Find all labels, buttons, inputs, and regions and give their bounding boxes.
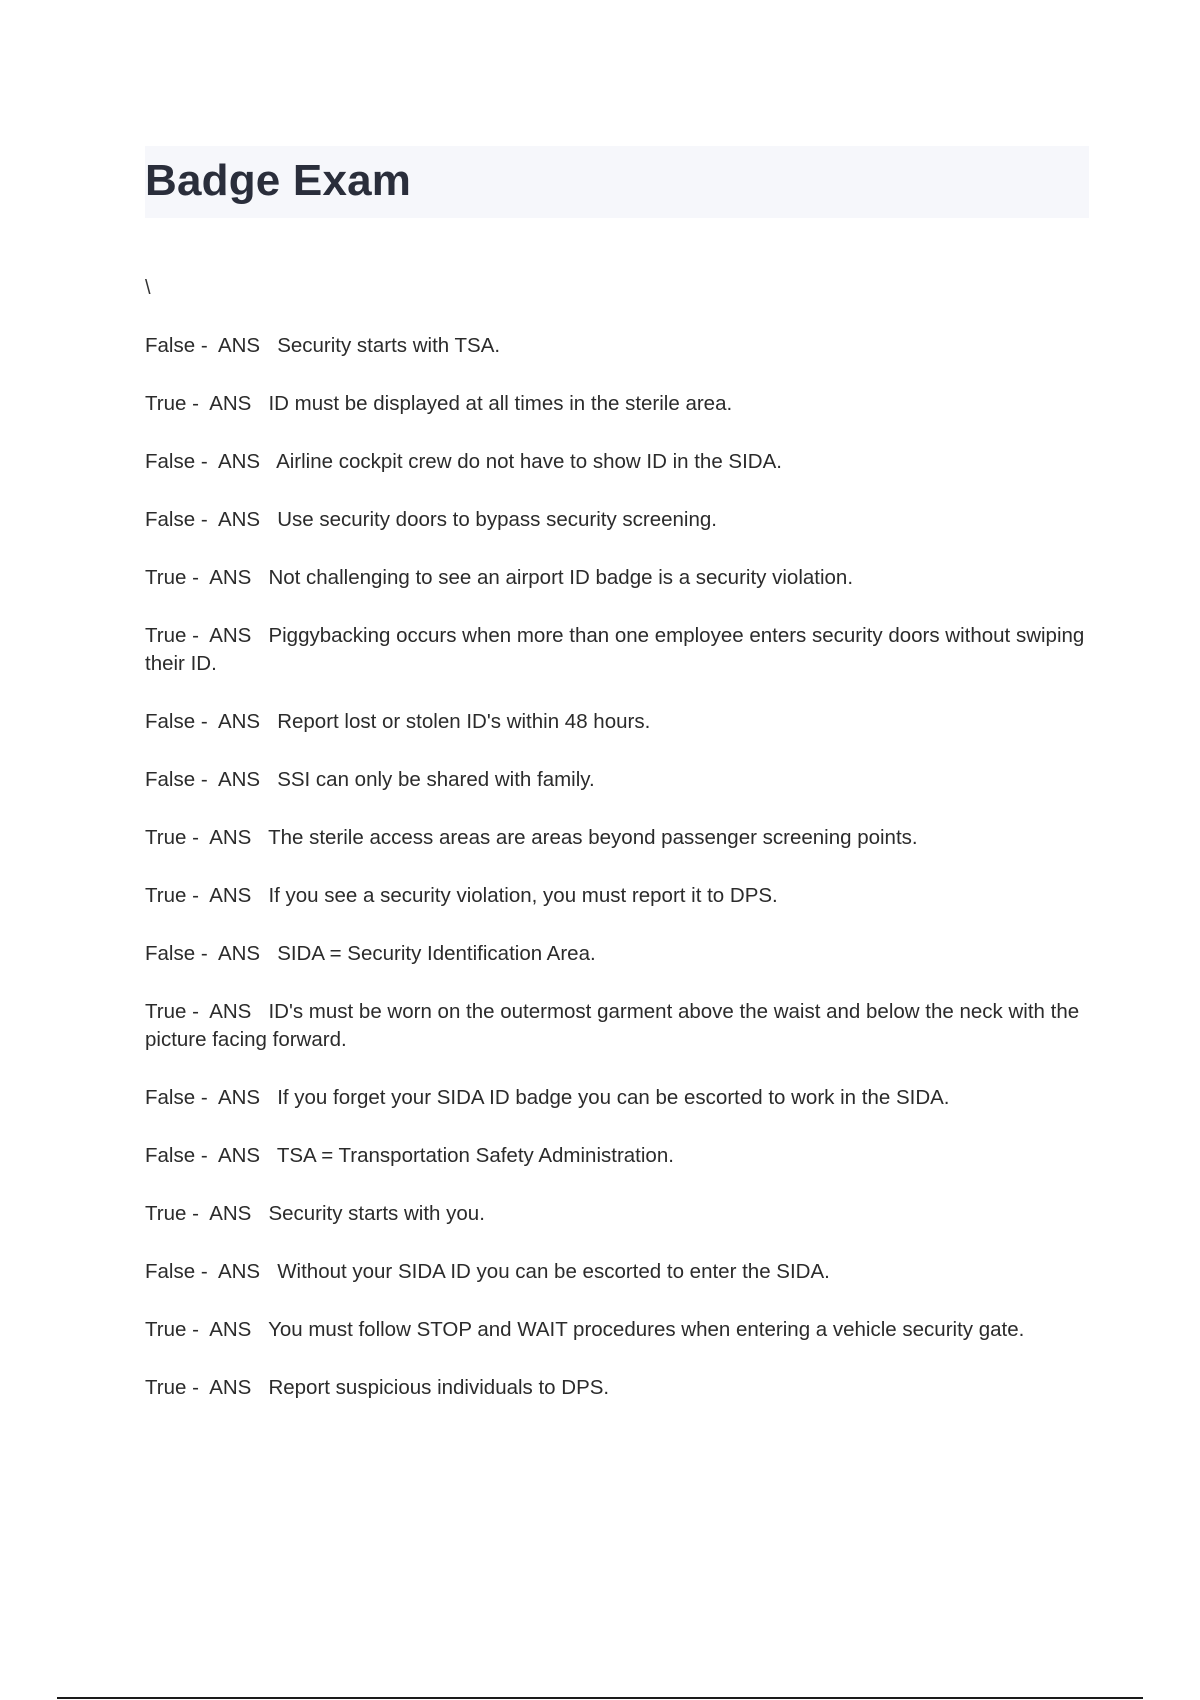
answer-verdict: False: [145, 334, 196, 357]
answer-marker: ANS: [209, 1376, 252, 1399]
answer-statement: SSI can only be shared with family.: [277, 768, 595, 791]
answer-statement: Report lost or stolen ID's within 48 hours.: [277, 710, 651, 733]
answer-separator: -: [195, 508, 218, 531]
answer-verdict: True: [145, 826, 187, 849]
answer-verdict: False: [145, 942, 196, 965]
answer-statement: Security starts with TSA.: [277, 334, 501, 357]
answer-verdict: True: [145, 624, 187, 647]
answer-separator: -: [186, 624, 210, 647]
answer-separator: -: [186, 826, 210, 849]
answer-marker: ANS: [209, 1202, 252, 1225]
answer-statement: Security starts with you.: [268, 1202, 485, 1225]
answer-marker: ANS: [217, 508, 261, 531]
answer-statement: ID must be displayed at all times in the sterile area.: [268, 392, 733, 415]
answer-verdict: False: [145, 710, 196, 733]
answer-statement: If you see a security violation, you must report it to DPS.: [268, 884, 778, 907]
answer-marker: ANS: [209, 884, 252, 907]
answer-item: [145, 1084, 1090, 1112]
answer-verdict: False: [145, 508, 196, 531]
answer-item: [145, 1258, 1090, 1286]
answer-verdict: False: [145, 1144, 196, 1167]
answer-statement: If you forget your SIDA ID badge you can be escorted to work in the SIDA.: [277, 1086, 950, 1109]
answer-marker: ANS: [209, 1318, 252, 1341]
answer-marker: ANS: [217, 1086, 261, 1109]
answer-verdict: True: [145, 884, 187, 907]
answer-separator: -: [195, 450, 218, 473]
answer-verdict: False: [145, 1260, 196, 1283]
answer-separator: -: [195, 1260, 218, 1283]
answer-marker: ANS: [217, 942, 261, 965]
answer-item: [145, 564, 1090, 592]
page-title: Badge Exam: [145, 156, 412, 205]
answer-marker: ANS: [217, 768, 261, 791]
answer-marker: ANS: [209, 1000, 252, 1023]
answer-item: [145, 940, 1090, 968]
answer-marker: ANS: [217, 710, 261, 733]
answer-marker: ANS: [209, 566, 252, 589]
answer-item: [145, 766, 1090, 794]
answer-verdict: True: [145, 1318, 187, 1341]
answer-item: [145, 824, 1090, 852]
answer-marker: ANS: [217, 450, 261, 473]
answer-separator: -: [195, 942, 218, 965]
answer-verdict: False: [145, 1086, 196, 1109]
answer-separator: -: [195, 768, 218, 791]
answer-verdict: True: [145, 566, 187, 589]
answer-verdict: True: [145, 392, 187, 415]
title-banner: [145, 146, 1089, 218]
answer-statement: The sterile access areas are areas beyond passenger screening points.: [268, 826, 918, 849]
answer-statement: TSA = Transportation Safety Administration.: [276, 1144, 674, 1167]
answer-item: [145, 390, 1090, 418]
answer-separator: -: [195, 334, 218, 357]
answer-marker: ANS: [217, 334, 261, 357]
answer-item: [145, 622, 1090, 678]
answer-item: [145, 332, 1090, 360]
answer-statement: Use security doors to bypass security screening.: [277, 508, 717, 531]
answer-statement: Airline cockpit crew do not have to show ID in the SIDA.: [276, 450, 782, 473]
answer-statement: SIDA = Security Identification Area.: [277, 942, 596, 965]
answer-separator: -: [186, 884, 210, 907]
answer-list: [145, 332, 1090, 1432]
answer-marker: ANS: [209, 826, 252, 849]
answer-statement: Report suspicious individuals to DPS.: [268, 1376, 610, 1399]
answer-item: [145, 882, 1090, 910]
answer-separator: -: [186, 1202, 210, 1225]
answer-verdict: True: [145, 1376, 187, 1399]
answer-marker: ANS: [209, 624, 252, 647]
answer-item: [145, 448, 1090, 476]
answer-statement: You must follow STOP and WAIT procedures when entering a vehicle security gate.: [268, 1318, 1025, 1341]
answer-item: [145, 1142, 1090, 1170]
answer-separator: -: [186, 1318, 210, 1341]
answer-statement: ID's must be worn on the outermost garment above the waist and below the neck with the picture facing forward.: [145, 1000, 1085, 1051]
answer-marker: ANS: [217, 1144, 261, 1167]
answer-separator: -: [186, 1000, 210, 1023]
answer-separator: -: [186, 566, 210, 589]
answer-item: [145, 1316, 1090, 1344]
page-bottom-rule: [57, 1697, 1143, 1699]
answer-separator: -: [195, 1086, 218, 1109]
answer-statement: Not challenging to see an airport ID badge is a security violation.: [268, 566, 854, 589]
answer-separator: -: [186, 1376, 210, 1399]
answer-verdict: False: [145, 450, 196, 473]
answer-verdict: False: [145, 768, 196, 791]
answer-marker: ANS: [209, 392, 252, 415]
answer-item: [145, 1374, 1090, 1402]
answer-verdict: True: [145, 1000, 187, 1023]
answer-item: [145, 708, 1090, 736]
answer-statement: Piggybacking occurs when more than one employee enters security doors without swiping their ID.: [145, 624, 1091, 675]
answer-item: [145, 998, 1090, 1054]
answer-separator: -: [186, 392, 210, 415]
answer-item: [145, 506, 1090, 534]
answer-separator: -: [195, 1144, 218, 1167]
answer-verdict: True: [145, 1202, 187, 1225]
answer-marker: ANS: [217, 1260, 261, 1283]
answer-statement: Without your SIDA ID you can be escorted to enter the SIDA.: [277, 1260, 830, 1283]
stray-backslash-mark: \: [145, 277, 151, 299]
answer-separator: -: [195, 710, 218, 733]
answer-item: [145, 1200, 1090, 1228]
